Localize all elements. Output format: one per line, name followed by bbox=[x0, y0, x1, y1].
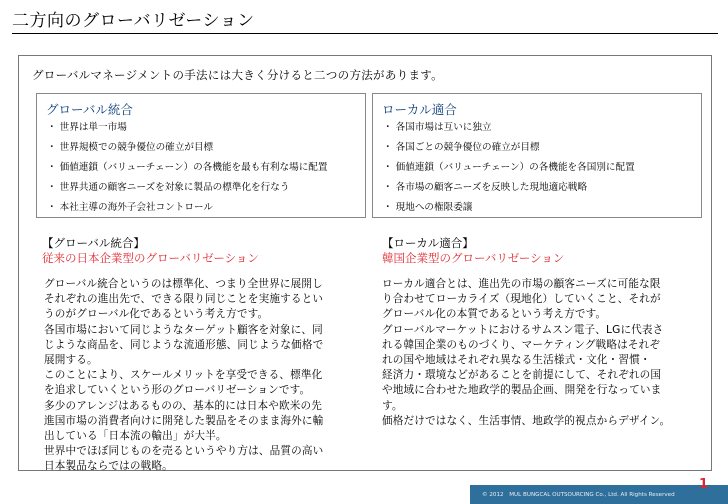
list-item: ・ 各国ごとの競争優位の確立が目標 bbox=[383, 142, 540, 153]
body-line: 世界中でほぼ同じものを売るというやり方は、品質の高い bbox=[44, 445, 324, 458]
body-line: 進国市場の消費者向けに開発した製品をそのまま海外に輸 bbox=[44, 414, 324, 427]
body-line: グローバル統合というのは標準化、つまり全世界に展開し bbox=[44, 278, 323, 290]
body-line: このことにより、スケールメリットを享受できる、標準化 bbox=[44, 369, 323, 382]
intro-text: グローバルマネージメントの手法には大きく分けると二つの方法があります。 bbox=[32, 68, 443, 82]
local-section-subtitle: 韓国企業型のグローバリゼーション bbox=[382, 251, 565, 265]
body-line: 多少のアレンジはあるものの、基本的には日本や欧米の先 bbox=[44, 399, 322, 412]
body-line: 各国市場において同じようなターゲット顧客を対象に、同 bbox=[44, 323, 323, 336]
title-divider bbox=[12, 33, 718, 34]
global-integration-heading: グローバル統合 bbox=[46, 102, 133, 117]
global-section-title bbox=[42, 236, 259, 266]
body-line: 日本製品ならではの戦略。 bbox=[44, 460, 173, 473]
list-item: ・ 本社主導の海外子会社コントロール bbox=[47, 202, 213, 213]
body-line: グローバル化の本質であるという考え方です。 bbox=[382, 308, 607, 321]
body-line: じような商品を、同じような流通形態、同じような価格で bbox=[44, 338, 324, 351]
local-section-body bbox=[382, 277, 670, 429]
body-line: れの国や地域はそれぞれ異なる生活様式・文化・習慣・ bbox=[382, 354, 651, 367]
copyright-notice: © 2012 MUL BUNGCAL OUTSOURCING Co., Ltd. All Rights Reserved bbox=[482, 492, 675, 498]
list-item: ・ 価値連鎖（バリューチェーン）の各機能を各国別に配置 bbox=[383, 162, 635, 173]
page-title: 二方向のグローバリゼーション bbox=[12, 11, 255, 31]
local-section-title bbox=[382, 236, 564, 266]
page-number: 1 bbox=[699, 477, 709, 492]
local-adaptation-list bbox=[383, 120, 635, 220]
body-line: それぞれの進出先で、できる限り同じことを実施するとい bbox=[44, 293, 324, 306]
global-section-heading: 【グローバル統合】 bbox=[42, 236, 145, 250]
body-line: 出している「日本流の輸出」が大半。 bbox=[44, 430, 227, 443]
body-line: グローバルマーケットにおけるサムスン電子、LGに代表さ bbox=[382, 323, 664, 336]
list-item: ・ 各国市場は互いに独立 bbox=[383, 122, 492, 133]
list-item: ・ 現地への権限委譲 bbox=[383, 202, 473, 213]
body-line: り合わせてローカライズ（現地化）していくこと、それが bbox=[382, 293, 661, 306]
body-line: を追求していくという形のグローバリゼーションです。 bbox=[44, 384, 311, 397]
local-adaptation-box bbox=[372, 93, 702, 218]
list-item: ・ 世界規模での競争優位の確立が目標 bbox=[47, 142, 214, 153]
global-section-body bbox=[44, 277, 323, 475]
body-line: れる韓国企業のものづくり、マーケティング戦略はそれぞ bbox=[382, 338, 661, 351]
body-line: す。 bbox=[382, 399, 403, 412]
body-line: 展開する。 bbox=[44, 354, 98, 367]
body-line: 経済力・環境などがあることを前提にして、それぞれの国 bbox=[382, 369, 662, 382]
global-integration-list bbox=[47, 120, 328, 220]
local-adaptation-heading: ローカル適合 bbox=[382, 102, 457, 117]
global-integration-box bbox=[36, 93, 366, 218]
body-line: うのがグローバル化であるという考え方です。 bbox=[44, 308, 269, 321]
list-item: ・ 価値連鎖（バリューチェーン）の各機能を最も有利な場に配置 bbox=[47, 162, 328, 173]
list-item: ・ 世界は単一市場 bbox=[47, 122, 127, 133]
body-line: 価格だけではなく、生活事情、地政学的視点からデザイン。 bbox=[382, 414, 671, 427]
body-line: ローカル適合とは、進出先の市場の顧客ニーズに可能な限 bbox=[382, 278, 661, 290]
global-section-subtitle: 従来の日本企業型のグローバリゼーション bbox=[42, 251, 259, 265]
list-item: ・ 世界共通の顧客ニーズを対象に製品の標準化を行なう bbox=[47, 182, 290, 193]
list-item: ・ 各市場の顧客ニーズを反映した現地適応戦略 bbox=[383, 182, 588, 193]
local-section-heading: 【ローカル適合】 bbox=[382, 236, 474, 250]
body-line: や地域に合わせた地政学的製品企画、開発を行なっていま bbox=[382, 384, 662, 397]
